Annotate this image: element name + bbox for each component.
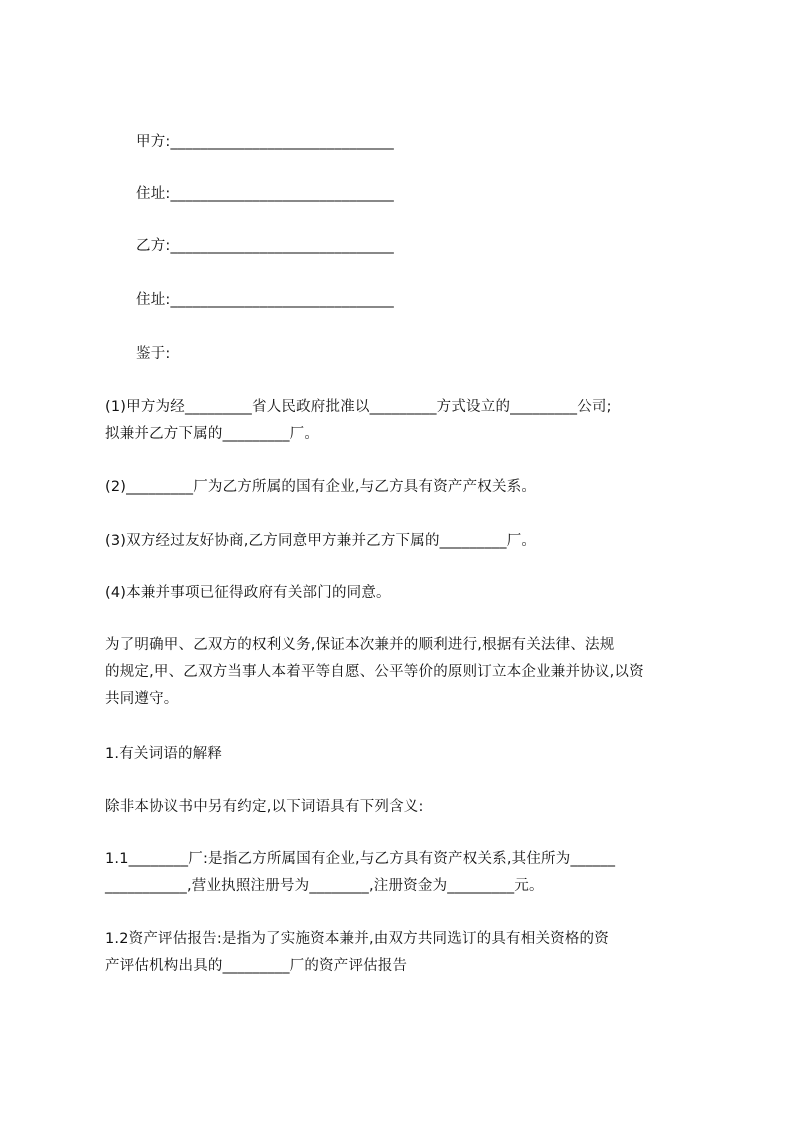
whereas-item-2: (2)_________厂为乙方所属的国有企业,与乙方具有资产产权关系。 xyxy=(105,479,537,495)
whereas-item-4: (4)本兼并事项已征得政府有关部门的同意。 xyxy=(105,585,391,601)
definition-1-1: 1.1________厂:是指乙方所属国有企业,与乙方具有资产权关系,其住所为______ ___________,营业执照注册号为________,注册资金为_________元。 xyxy=(105,851,616,894)
address-a-line: 住址:______________________________ xyxy=(136,186,394,202)
section-1-lead: 除非本协议书中另有约定,以下词语具有下列含义: xyxy=(105,799,424,815)
intro-paragraph: 为了明确甲、乙双方的权利义务,保证本次兼并的顺利进行,根据有关法律、法规 的规定,甲、乙双方当事人本着平等自愿、公平等价的原则订立本企业兼并协议,以资 共同遵守。 xyxy=(105,637,644,707)
address-b-line: 住址:______________________________ xyxy=(136,292,394,308)
whereas-item-3: (3)双方经过友好协商,乙方同意甲方兼并乙方下属的_________厂。 xyxy=(105,533,537,549)
party-b-line: 乙方:______________________________ xyxy=(136,238,394,254)
whereas-title: 鉴于: xyxy=(136,346,171,362)
whereas-item-1: (1)甲方为经_________省人民政府批准以_________方式设立的_________公司; 拟兼并乙方下属的_________厂。 xyxy=(105,399,612,442)
party-a-line: 甲方:______________________________ xyxy=(136,134,394,150)
section-1-title: 1.有关词语的解释 xyxy=(105,746,223,762)
definition-1-2: 1.2资产评估报告:是指为了实施资本兼并,由双方共同选订的具有相关资格的资 产评估机构出具的_________厂的资产评估报告 xyxy=(105,931,609,974)
